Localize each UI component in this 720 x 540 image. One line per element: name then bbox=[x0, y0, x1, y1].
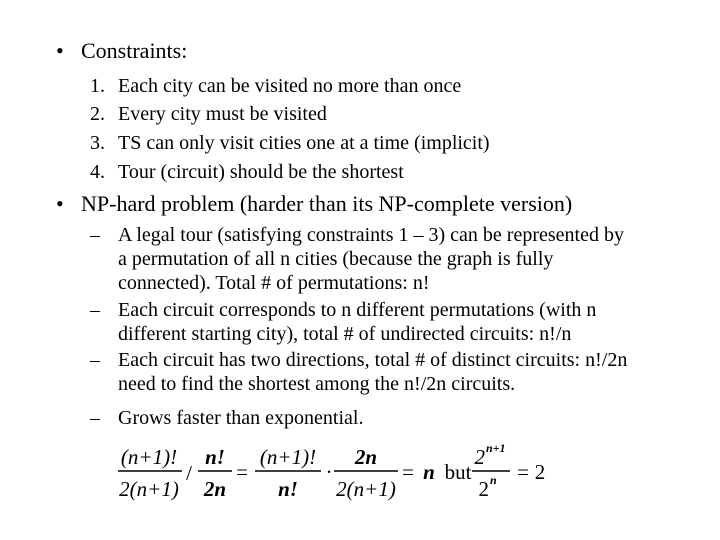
dash-bullet: – bbox=[90, 299, 100, 321]
bullet-icon: • bbox=[56, 38, 64, 63]
but-word: but bbox=[444, 460, 472, 484]
bullet-icon: • bbox=[56, 191, 64, 216]
fraction-3-denominator: n! bbox=[278, 477, 298, 501]
fraction-3-numerator: (n+1)! bbox=[259, 445, 317, 469]
dot-symbol: · bbox=[325, 460, 333, 484]
item-text: TS can only visit cities one at a time (implicit) bbox=[118, 132, 490, 154]
fraction-4-numerator: 2n bbox=[354, 445, 378, 469]
slash-symbol: / bbox=[186, 461, 192, 485]
fraction-5-denominator-exponent: n bbox=[490, 473, 497, 487]
item-text: A legal tour (satisfying constraints 1 – 3) can be represented by a permutation of all n cities (because the graph is fully connected). Total # of permutations: n! bbox=[118, 224, 624, 294]
equals-symbol: = bbox=[517, 460, 529, 484]
fraction-5-numerator-exponent: n+1 bbox=[486, 442, 506, 455]
fraction-5-denominator-base: 2 bbox=[478, 477, 489, 501]
item-text: Every city must be visited bbox=[118, 103, 327, 125]
item-number: 2. bbox=[90, 103, 105, 125]
item-text: Each circuit corresponds to n different permutations (with n different starting city), total # of undirected circuits: n!/n bbox=[118, 299, 597, 345]
result-two: 2 bbox=[534, 460, 546, 484]
fraction-2-numerator: n! bbox=[205, 445, 225, 469]
item-number: 4. bbox=[90, 161, 105, 183]
item-number: 1. bbox=[90, 75, 105, 97]
equals-symbol: = bbox=[236, 460, 248, 484]
fraction-2-denominator: 2n bbox=[203, 477, 227, 501]
fraction-1-denominator: 2(n+1) bbox=[119, 477, 179, 501]
dash-bullet: – bbox=[90, 224, 100, 246]
formula-svg bbox=[112, 442, 552, 504]
nphard-item bbox=[90, 223, 690, 295]
nphard-heading: NP-hard problem (harder than its NP-complete version) bbox=[81, 191, 573, 216]
dash-bullet: – bbox=[90, 349, 100, 371]
nphard-item bbox=[90, 406, 690, 430]
item-text: Tour (circuit) should be the shortest bbox=[118, 161, 404, 183]
dash-bullet: – bbox=[90, 407, 100, 429]
item-number: 3. bbox=[90, 132, 105, 154]
equals-symbol: = bbox=[402, 460, 414, 484]
fraction-1-numerator: (n+1)! bbox=[120, 445, 178, 469]
constraints-heading: Constraints: bbox=[81, 38, 188, 63]
nphard-item bbox=[90, 298, 690, 346]
formula bbox=[112, 442, 552, 504]
fraction-5-numerator-base: 2 bbox=[474, 445, 485, 469]
fraction-4-denominator: 2(n+1) bbox=[336, 477, 396, 501]
item-text: Each city can be visited no more than once bbox=[118, 75, 462, 97]
item-text: Grows faster than exponential. bbox=[118, 407, 364, 429]
item-text: Each circuit has two directions, total # of distinct circuits: n!/2n need to find the shortest among the n!/2n circuits. bbox=[118, 349, 628, 395]
nphard-item bbox=[90, 348, 690, 396]
n-variable: n bbox=[423, 460, 435, 484]
